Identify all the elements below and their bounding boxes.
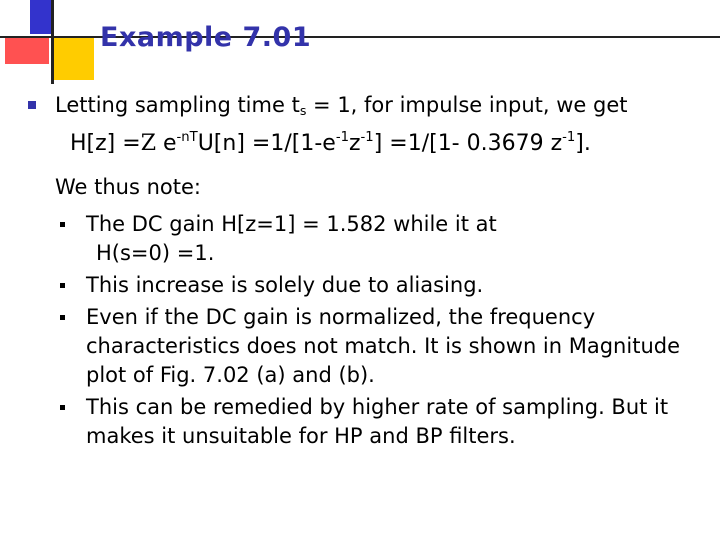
- intro-line: [55, 93, 628, 118]
- list-item-text: This can be remedied by higher rate of sampling. But it makes it unsuitable for HP and BP filters.: [86, 395, 669, 448]
- formula-part: H[z] =: [70, 131, 141, 157]
- decor-yellow-square: [52, 38, 94, 80]
- list-item: [60, 393, 710, 451]
- note-heading: We thus note:: [55, 175, 201, 199]
- formula-part: e: [155, 131, 177, 157]
- formula-superscript: -nT: [176, 130, 198, 145]
- bullet-icon: [60, 405, 65, 410]
- formula-part: ] =1/[1- 0.3679 z: [373, 131, 563, 157]
- formula-part: z: [348, 131, 361, 157]
- list-item-text: This increase is solely due to aliasing.: [86, 273, 484, 297]
- list-item-text-continued: H(s=0) =1.: [96, 241, 215, 265]
- bullet-square-icon: [28, 101, 36, 109]
- formula-line: [70, 130, 591, 156]
- formula-part: ].: [575, 131, 591, 157]
- list-item: [60, 271, 710, 300]
- slide-title: Example 7.01: [100, 22, 312, 53]
- bullet-icon: [60, 315, 65, 320]
- list-item: [60, 210, 710, 268]
- bullet-icon: [60, 283, 65, 288]
- list-item-text: Even if the DC gain is normalized, the frequency characteristics does not match. It is shown in Magnitude plot of Fig. 7.02 (a) and (b).: [86, 305, 680, 387]
- bullet-icon: [60, 222, 65, 227]
- sub-bullet-list: [60, 210, 710, 451]
- formula-superscript: -1: [335, 130, 349, 145]
- decor-vertical-line: [51, 0, 54, 84]
- formula-superscript: -1: [360, 130, 374, 145]
- formula-superscript: -1: [562, 130, 576, 145]
- formula-part: U[n] =1/[1-e: [197, 131, 336, 157]
- formula-z-operator: Z: [140, 131, 156, 157]
- decor-red-square: [5, 38, 49, 64]
- intro-subscript: s: [299, 103, 307, 119]
- intro-text-1: Letting sampling time t: [55, 93, 300, 117]
- list-item: [60, 303, 710, 390]
- list-item-text: The DC gain H[z=1] = 1.582 while it at: [86, 212, 497, 236]
- intro-text-2: = 1, for impulse input, we get: [306, 93, 628, 117]
